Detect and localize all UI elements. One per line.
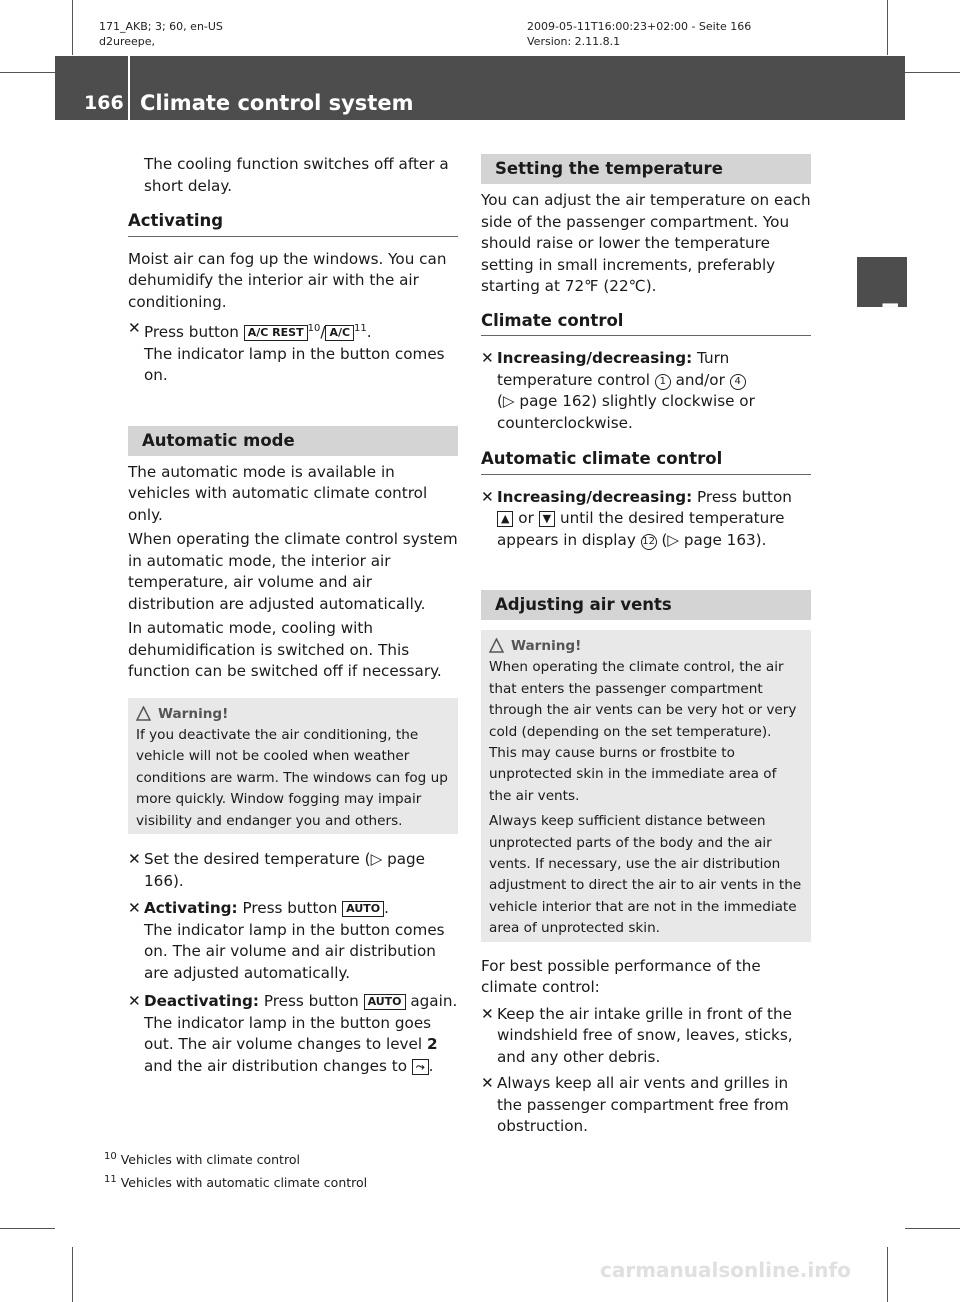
watermark: carmanualsonline.info xyxy=(600,1258,851,1282)
callout-4-icon: 4 xyxy=(730,374,746,390)
page-title: Climate control system xyxy=(140,91,414,115)
auto-paragraph-1: The automatic mode is available in vehicles with automatic climate control only. xyxy=(128,462,428,524)
ac-button-icon: A/C xyxy=(325,325,354,341)
air-distribution-icon: ⤳ xyxy=(412,1059,429,1075)
intro-text: The cooling function switches off after a short delay. xyxy=(144,155,449,195)
step-marker-icon: ✕ xyxy=(128,899,141,917)
adjusting-air-vents-heading: Adjusting air vents xyxy=(481,590,811,620)
crop-mark xyxy=(905,1228,960,1229)
right-column xyxy=(481,154,811,1138)
step-deactivating: ✕ Deactivating: Press button AUTO again. The indicator lamp in the button goes out. The air volume changes to level 2 and the air distribution changes to ⤳ . xyxy=(128,992,458,1075)
warning-paragraph-2: Always keep sufficient distance between unprotected parts of the body and the air vents. If necessary, use the air distribution adjustment to direct the air to air vents in the vehicle interior that are not in the immediate area of unprotected skin. xyxy=(489,813,802,937)
step-automatic-climate-control: ✕ Increasing/decreasing: Press button ▲ or ▼ until the desired temperature appears in display 12 (▷ page 163). xyxy=(481,487,792,549)
auto-paragraph-2: When operating the climate control system in automatic mode, the interior air temperature, air volume and air distribution are adjusted automatically. xyxy=(128,530,458,613)
temperature-up-icon: ▲ xyxy=(497,511,513,527)
step-marker-icon: ✕ xyxy=(128,992,141,1010)
step-air-vents: ✕ Always keep all air vents and grilles in the passenger compartment free from obstruction. xyxy=(481,1074,789,1136)
footnote-11: $^{11}$ Vehicles with automatic climate control xyxy=(104,1174,368,1191)
step-marker-icon: ✕ xyxy=(128,850,141,868)
warning-title: Warning! xyxy=(489,636,803,657)
crop-mark xyxy=(72,0,73,55)
meta-timestamp: 2009-05-11T16:00:23+02:00 - Seite 166 xyxy=(527,20,752,33)
side-section-label: Controls in detail xyxy=(879,301,903,496)
step-set-temperature: ✕ Set the desired temperature (▷ page 166). xyxy=(128,850,426,890)
warning-box xyxy=(128,698,458,834)
step-marker-icon: ✕ xyxy=(481,1074,494,1093)
step-activating: ✕ Activating: Press button AUTO . The indicator lamp in the button comes on. The air volume and air distribution are adjusted automatically. xyxy=(128,899,445,982)
meta-job-line: 171_AKB; 3; 60, en-US xyxy=(99,20,223,33)
activating-text: Moist air can fog up the windows. You can dehumidify the interior air with the air conditioning. xyxy=(128,249,447,311)
performance-text: For best possible performance of the climate control: xyxy=(481,956,761,997)
step-marker-icon: ✕ xyxy=(481,1004,494,1023)
step-marker-icon: ✕ xyxy=(481,349,494,367)
auto-paragraph-3: In automatic mode, cooling with dehumidification is switched on. This function can be switched off if necessary. xyxy=(128,619,442,681)
step-climate-control: ✕ Increasing/decreasing: Turn temperature control 1 and/or 4 (▷ page 162) slightly clockwise or counterclockwise. xyxy=(481,349,755,432)
temperature-down-icon: ▼ xyxy=(539,511,555,527)
press-step: ✕ Press button A/C REST $^{10}$/ A/C $^{11}$. The indicator lamp in the button comes on. xyxy=(128,319,445,385)
warning-title: Warning! xyxy=(136,704,450,725)
meta-version: Version: 2.11.8.1 xyxy=(527,35,621,48)
warning-paragraph-1: When operating the climate control, the air that enters the passenger compartment through the air vents can be very hot or very cold (depending on the set temperature). This may cause burns or frostbite to unprotected skin in the immediate area of the air vents. xyxy=(489,659,797,804)
left-column xyxy=(128,154,458,1077)
step-marker-icon: ✕ xyxy=(128,319,141,337)
warning-box xyxy=(481,630,811,942)
climate-control-heading: Climate control xyxy=(481,310,811,337)
temperature-text: You can adjust the air temperature on each side of the passenger compartment. You should raise or lower the temperature setting in small increments, preferably starting at 72℉ (22℃). xyxy=(481,191,811,295)
setting-temperature-heading: Setting the temperature xyxy=(481,154,811,184)
automatic-climate-control-heading: Automatic climate control xyxy=(481,448,811,475)
crop-mark xyxy=(0,72,55,73)
crop-mark xyxy=(0,1228,55,1229)
step-air-intake: ✕ Keep the air intake grille in front of the windshield free of snow, leaves, sticks, and any other debris. xyxy=(481,1004,793,1066)
crop-mark xyxy=(905,72,960,73)
callout-12-icon: 12 xyxy=(641,534,657,550)
meta-job-user: d2ureepe, xyxy=(99,35,156,48)
crop-mark xyxy=(72,1247,73,1302)
page-number: 166 xyxy=(84,92,124,114)
step-marker-icon: ✕ xyxy=(481,487,494,506)
ac-rest-button-icon: A/C REST xyxy=(244,325,308,341)
footnotes xyxy=(104,1147,367,1193)
warning-triangle-icon xyxy=(136,706,151,721)
auto-button-icon: AUTO xyxy=(364,994,406,1010)
crop-mark xyxy=(887,0,888,55)
warning-triangle-icon xyxy=(489,638,504,653)
header-divider xyxy=(128,56,130,120)
automatic-mode-heading: Automatic mode xyxy=(128,426,458,456)
press-step-result: The indicator lamp in the button comes on. xyxy=(144,344,445,385)
footnote-10: $^{10}$ Vehicles with climate control xyxy=(104,1151,300,1168)
auto-button-icon: AUTO xyxy=(342,901,384,917)
callout-1-icon: 1 xyxy=(655,374,671,390)
activating-heading: Activating xyxy=(128,210,458,237)
crop-mark xyxy=(887,1247,888,1302)
warning-text: If you deactivate the air conditioning, the vehicle will not be cooled when weather conditions are warm. The windows can fog up more quickly. Window fogging may impair visibility and endanger you and others. xyxy=(136,726,448,829)
